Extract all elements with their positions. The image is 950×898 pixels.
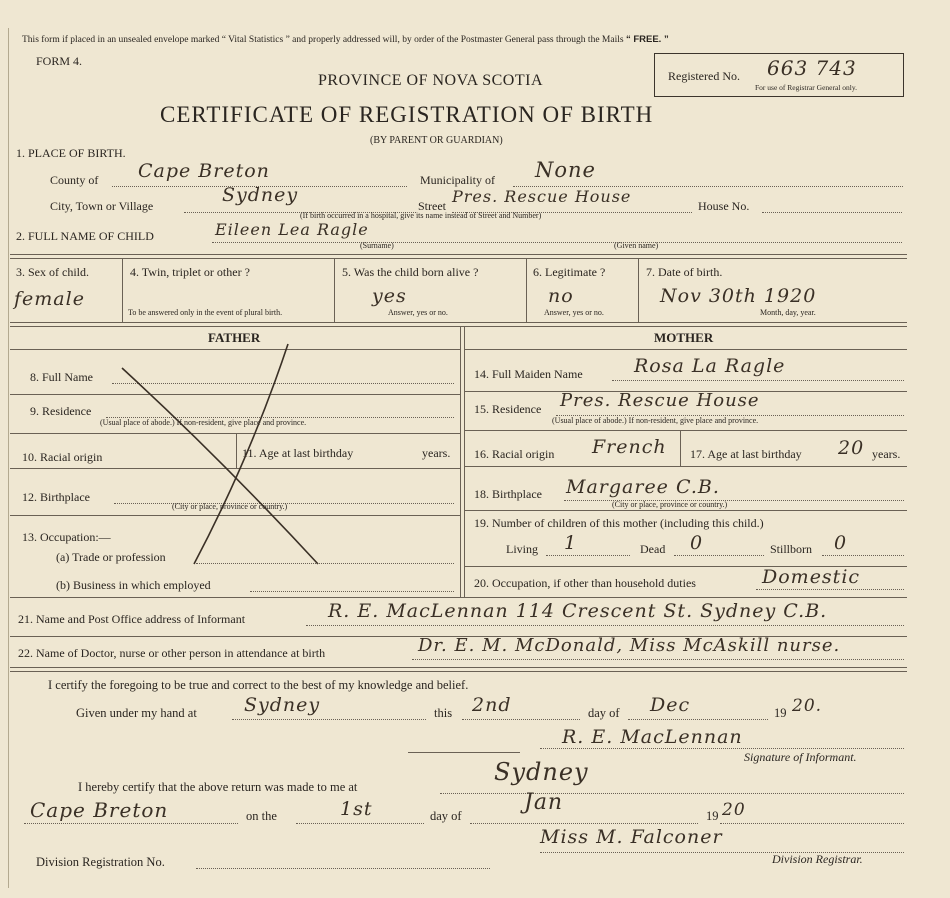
on-the-label: on the (246, 809, 277, 823)
registrar-use-note: For use of Registrar General only. (755, 83, 857, 92)
father-business-label: (b) Business in which employed (56, 578, 211, 592)
registrar-signature: Miss M. Falconer (540, 826, 723, 848)
year-value: 20. (792, 696, 823, 716)
informant-label: 21. Name and Post Office address of Informant (18, 612, 246, 626)
city-label: City, Town or Village (50, 199, 154, 213)
mother-age-label: 17. Age at last birthday (690, 447, 802, 461)
legitimate-note: Answer, yes or no. (544, 308, 604, 317)
certify-statement: I certify the foregoing to be true and correct to the best of my knowledge and belief. (48, 678, 469, 692)
given-place-value: Sydney (244, 694, 321, 716)
county-value: Cape Breton (138, 160, 270, 182)
surname-note: (Surname) (360, 241, 394, 250)
father-name-label: 8. Full Name (30, 370, 93, 384)
page-title: CERTIFICATE OF REGISTRATION OF BIRTH (160, 102, 654, 127)
day-of-label: day of (588, 706, 620, 720)
day-value: 2nd (472, 694, 512, 716)
date-label: 7. Date of birth. (646, 265, 723, 279)
registrar-day-of-label: day of (430, 809, 462, 823)
division-value: Cape Breton (30, 798, 169, 822)
alive-note: Answer, yes or no. (388, 308, 448, 317)
doctor-value: Dr. E. M. McDonald, Miss McAskill nurse. (418, 635, 841, 656)
registrar-month-value: Jan (524, 790, 564, 815)
father-occupation-label: 13. Occupation:— (22, 530, 111, 544)
postal-notice-text: This form if placed in an unsealed envelope marked “ Vital Statistics ” and properly addressed will, by order of the Postmaster General pass through the Mails (22, 35, 624, 45)
dead-label: Dead (640, 542, 666, 556)
mother-maiden-value: Rosa La Ragle (634, 355, 786, 377)
registrar-year-value: 20 (722, 800, 746, 820)
mother-age-value: 20 (838, 437, 865, 459)
free-text: “ FREE. ” (625, 34, 669, 45)
given-label: Given under my hand at (76, 706, 197, 720)
sex-value: female (14, 288, 85, 310)
father-residence-label: 9. Residence (30, 404, 92, 418)
father-years-label: years. (422, 446, 451, 460)
mother-maiden-label: 14. Full Maiden Name (474, 367, 583, 381)
doctor-label: 22. Name of Doctor, nurse or other person in attendance at birth (18, 646, 326, 660)
page-border (8, 28, 909, 888)
legitimate-value: no (548, 285, 574, 307)
month-value: Dec (650, 694, 691, 716)
signature-label: Signature of Informant. (744, 750, 857, 764)
mother-birthplace-note: (City or place, province or country.) (612, 500, 728, 509)
city-value: Sydney (222, 184, 299, 206)
province-heading: PROVINCE OF NOVA SCOTIA (318, 72, 544, 89)
mother-residence-note: (Usual place of abode.) If non-resident, give place and province. (552, 416, 759, 425)
municipality-label: Municipality of (420, 173, 495, 187)
registrar-day-value: 1st (340, 798, 373, 820)
mother-heading: MOTHER (654, 330, 714, 345)
father-trade-label: (a) Trade or profession (56, 550, 166, 564)
hospital-note: (If birth occurred in a hospital, give its name instead of Street and Number) (300, 211, 542, 220)
date-value: Nov 30th 1920 (660, 285, 817, 307)
mother-years-label: years. (872, 447, 901, 461)
year-prefix: 19 (774, 706, 787, 720)
division-no-label: Division Registration No. (36, 855, 165, 869)
mother-birthplace-label: 18. Birthplace (474, 487, 542, 501)
mother-racial-label: 16. Racial origin (474, 447, 555, 461)
registrar-place-value: Sydney (494, 758, 589, 786)
informant-value: R. E. MacLennan 114 Crescent St. Sydney C.B. (328, 600, 828, 622)
mother-occupation-value: Domestic (762, 566, 861, 588)
father-residence-note: (Usual place of abode.) If non-resident, give place and province. (100, 418, 307, 427)
street-label: Street (418, 199, 446, 213)
house-no-label: House No. (698, 199, 750, 213)
living-label: Living (506, 542, 538, 556)
child-name-label: 2. FULL NAME OF CHILD (16, 229, 154, 243)
registrar-year-prefix: 19 (706, 809, 719, 823)
registrar-statement: I hereby certify that the above return was made to me at (78, 780, 358, 794)
father-age-label: 11. Age at last birthday (242, 446, 354, 460)
mother-occupation-label: 20. Occupation, if other than household duties (474, 576, 696, 590)
date-note: Month, day, year. (760, 308, 816, 317)
mother-children-label: 19. Number of children of this mother (including this child.) (474, 516, 764, 530)
stillborn-label: Stillborn (770, 542, 813, 556)
informant-signature: R. E. MacLennan (562, 726, 743, 748)
child-name-value: Eileen Lea Ragle (215, 220, 369, 239)
stillborn-value: 0 (834, 532, 848, 554)
county-label: County of (50, 173, 99, 187)
municipality-value: None (535, 158, 596, 182)
alive-label: 5. Was the child born alive ? (342, 265, 479, 279)
legitimate-label: 6. Legitimate ? (533, 265, 606, 279)
twin-note: To be answered only in the event of plural birth. (128, 308, 283, 317)
father-birthplace-note: (City or place, province or country.) (172, 502, 288, 511)
page-subtitle: (BY PARENT OR GUARDIAN) (370, 135, 503, 146)
twin-label: 4. Twin, triplet or other ? (130, 265, 250, 279)
place-of-birth-label: 1. PLACE OF BIRTH. (16, 146, 126, 160)
mother-birthplace-value: Margaree C.B. (566, 476, 720, 498)
form-number: FORM 4. (36, 54, 83, 68)
father-birthplace-label: 12. Birthplace (22, 490, 90, 504)
registrar-label: Division Registrar. (772, 852, 863, 866)
this-label: this (434, 706, 453, 720)
living-value: 1 (564, 532, 578, 554)
given-name-note: (Given name) (614, 241, 659, 250)
mother-racial-value: French (592, 436, 667, 458)
registered-number: 663 743 (767, 56, 857, 80)
mother-residence-value: Pres. Rescue House (560, 390, 760, 411)
dead-value: 0 (690, 532, 704, 554)
sex-label: 3. Sex of child. (16, 265, 89, 279)
alive-value: yes (372, 285, 407, 307)
registered-label: Registered No. (668, 69, 740, 83)
father-heading: FATHER (208, 330, 261, 345)
mother-residence-label: 15. Residence (474, 402, 542, 416)
father-racial-label: 10. Racial origin (22, 450, 103, 464)
street-value: Pres. Rescue House (452, 187, 632, 206)
